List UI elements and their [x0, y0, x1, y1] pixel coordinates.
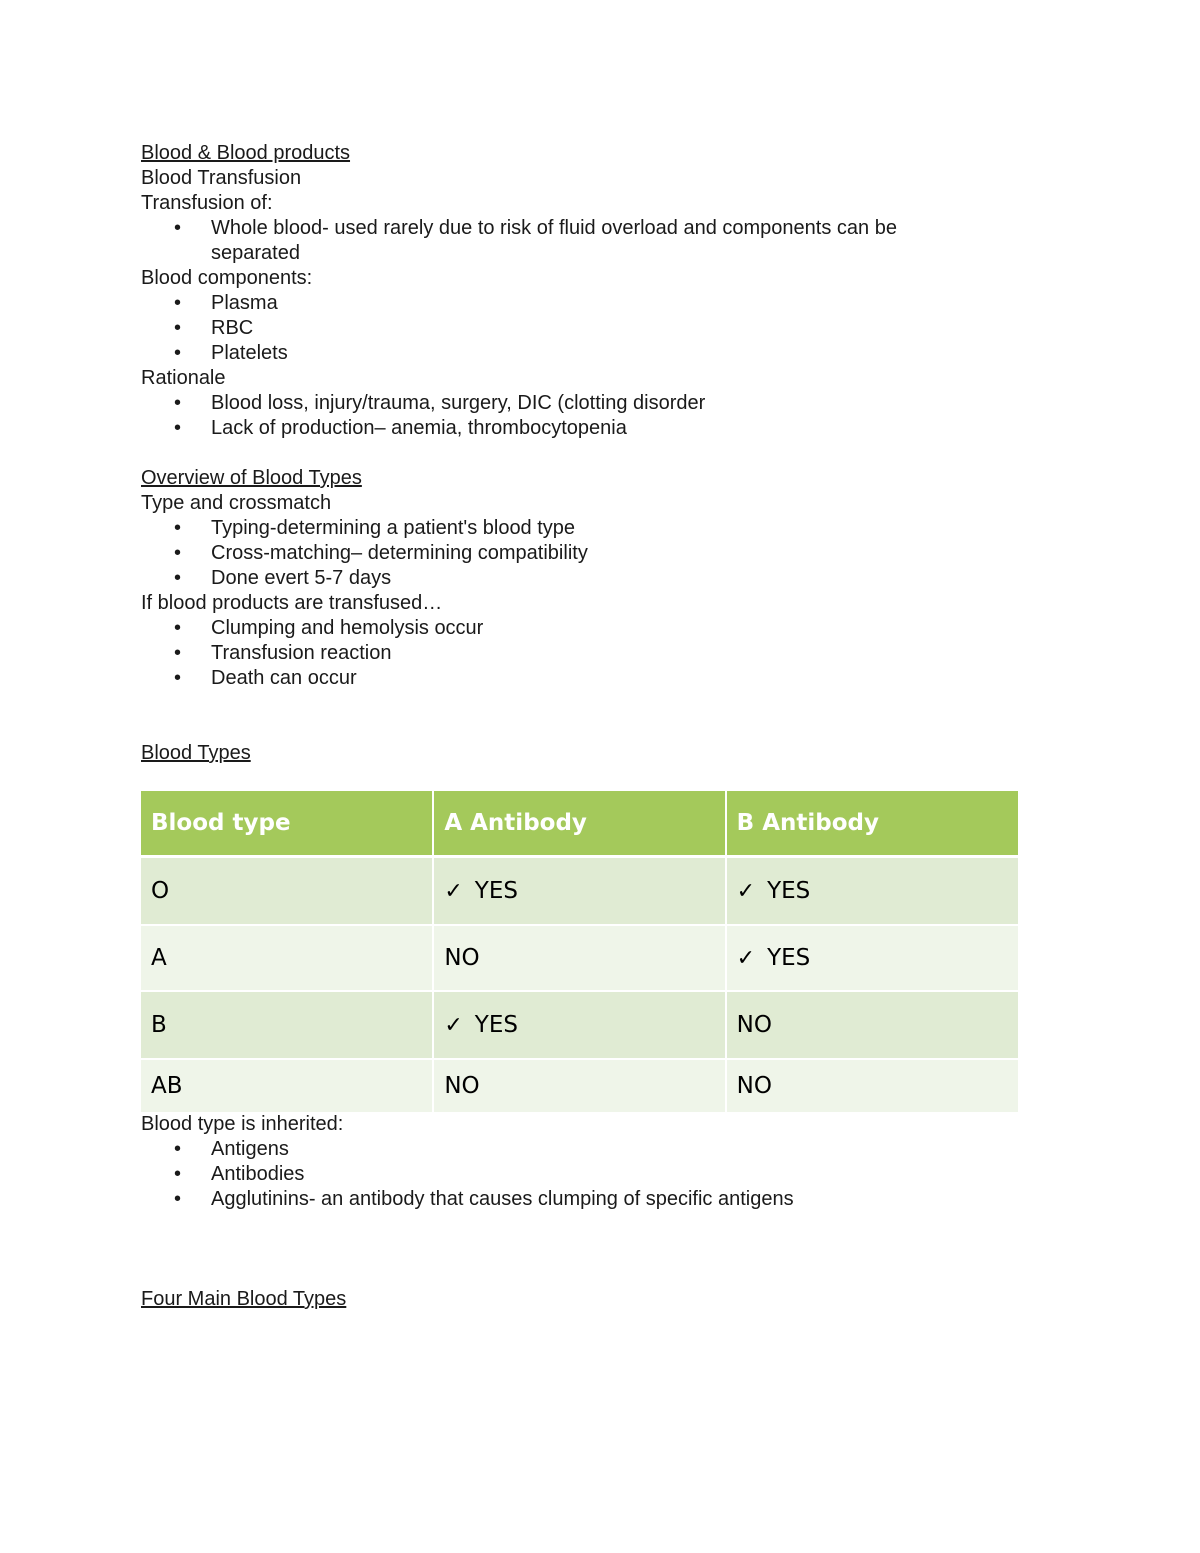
cell-value: NO — [736, 1073, 772, 1099]
cell-a-antibody — [433, 925, 725, 991]
cell-b-antibody — [726, 857, 1018, 926]
header-blood-type: Blood type — [141, 791, 433, 857]
cell-blood-type: O — [141, 857, 433, 926]
list-item: • Platelets — [141, 341, 1041, 366]
heading-four-main-blood-types: Four Main Blood Types — [141, 1288, 347, 1310]
cell-b-antibody — [726, 925, 1018, 991]
list-item: • Lack of production– anemia, thrombocytopenia — [141, 416, 1041, 441]
cell-b-antibody — [726, 1059, 1018, 1112]
cell-value: YES — [767, 877, 811, 904]
document-body — [141, 141, 1041, 1312]
header-a-antibody: A Antibody — [433, 791, 725, 857]
table-row — [141, 857, 1018, 926]
list-components — [141, 291, 1041, 366]
list-item: • Typing-determining a patient's blood type — [141, 516, 1041, 541]
checkmark-icon: ✓ — [444, 1012, 463, 1038]
list-rationale — [141, 391, 1041, 441]
table-row — [141, 1059, 1018, 1112]
list-crossmatch — [141, 516, 1041, 591]
heading-blood-types: Blood Types — [141, 742, 251, 764]
cell-value: YES — [767, 944, 811, 971]
cell-value: YES — [474, 877, 518, 904]
subtitle-blood-transfusion: Blood Transfusion — [141, 167, 302, 189]
label-blood-components: Blood components: — [141, 267, 313, 289]
list-item: • Death can occur — [141, 666, 1041, 691]
header-b-antibody: B Antibody — [726, 791, 1018, 857]
list-item: • Clumping and hemolysis occur — [141, 616, 1041, 641]
label-if-transfused: If blood products are transfused… — [141, 592, 443, 614]
cell-b-antibody — [726, 991, 1018, 1059]
checkmark-icon: ✓ — [736, 878, 756, 904]
cell-value: NO — [736, 1012, 772, 1038]
cell-value: YES — [474, 1011, 518, 1038]
label-type-crossmatch: Type and crossmatch — [141, 492, 332, 514]
table-header-row — [141, 791, 1018, 857]
cell-a-antibody — [433, 991, 725, 1059]
list-item: • Transfusion reaction — [141, 641, 1041, 666]
blood-type-table — [141, 791, 1018, 1112]
cell-blood-type: AB — [141, 1059, 433, 1112]
list-item: • Plasma — [141, 291, 1041, 316]
table-row — [141, 925, 1018, 991]
list-item: • Agglutinins- an antibody that causes clumping of specific antigens — [141, 1187, 1041, 1212]
cell-blood-type: B — [141, 991, 433, 1059]
list-item: • Whole blood- used rarely due to risk of fluid overload and components can be separated — [141, 216, 971, 266]
list-item: • Antibodies — [141, 1162, 1041, 1187]
cell-value: NO — [444, 1073, 480, 1099]
cell-a-antibody — [433, 857, 725, 926]
checkmark-icon: ✓ — [736, 945, 756, 971]
list-item: • RBC — [141, 316, 1041, 341]
heading-overview-blood-types: Overview of Blood Types — [141, 467, 362, 489]
list-item: • Blood loss, injury/trauma, surgery, DIC (clotting disorder — [141, 391, 1041, 416]
list-transfusion — [141, 216, 1041, 266]
heading-blood-products: Blood & Blood products — [141, 142, 351, 164]
list-item: • Cross-matching– determining compatibility — [141, 541, 1041, 566]
list-transfused — [141, 616, 1041, 691]
label-inherited: Blood type is inherited: — [141, 1113, 344, 1135]
label-rationale: Rationale — [141, 367, 226, 389]
cell-a-antibody — [433, 1059, 725, 1112]
label-transfusion-of: Transfusion of: — [141, 192, 273, 214]
list-item: • Antigens — [141, 1137, 1041, 1162]
cell-blood-type: A — [141, 925, 433, 991]
list-inherited — [141, 1137, 1041, 1212]
cell-value: NO — [444, 945, 480, 971]
table-row — [141, 991, 1018, 1059]
list-item: • Done evert 5-7 days — [141, 566, 1041, 591]
checkmark-icon: ✓ — [444, 878, 463, 904]
